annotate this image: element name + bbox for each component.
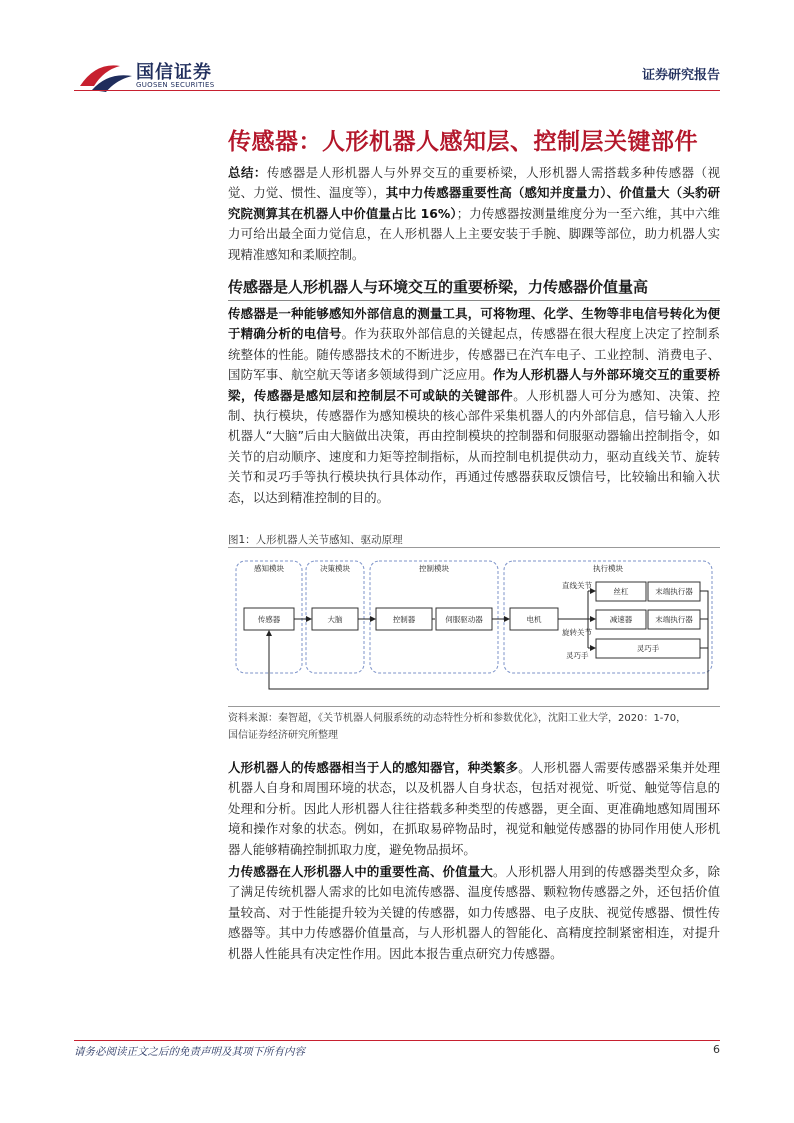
- body-paragraph-2: [228, 758, 720, 860]
- para1-text-b: 。作为获取外部信息的关键起点，传感器在很大程度上决定了控制系统整体的性能。随传感器技术的不断进步，传感器已在汽车电子、工业控制、消费电子、国防军事、航空航天等诸多领域得到广泛应用。: [228, 326, 721, 383]
- joint-sensing-diagram: [228, 551, 720, 701]
- summary-label: 总结：: [228, 165, 267, 180]
- linear-joint-label: 直线关节: [562, 581, 592, 590]
- decision-module-label: 决策模块: [320, 564, 350, 573]
- figure-source-line-1: 资料来源：秦智超，《关节机器人伺服系统的动态特性分析和参数优化》，沈阳工业大学，2020：1-70，: [228, 713, 687, 724]
- rotary-joint-label: 旋转关节: [562, 628, 592, 637]
- diagram-svg: [228, 551, 720, 701]
- report-type-label: 证券研究报告: [641, 68, 720, 83]
- control-module-label: 控制模块: [419, 564, 449, 573]
- figure-caption: 图1：人形机器人关节感知、驱动原理: [228, 534, 403, 546]
- para1-bold-a: 传感器是一种能够感知外部信息的测量工具，可将物理、化学、生物等非电信号转化为便于精确分析的电信号: [228, 306, 720, 342]
- page-number: 6: [713, 1043, 720, 1056]
- sensor-box-label: 传感器: [257, 615, 281, 624]
- end-actuator-label-2: 末端执行器: [655, 615, 693, 624]
- motor-box-label: 电机: [526, 615, 542, 624]
- perception-module-label: 感知模块: [254, 564, 284, 573]
- para1-text-d: 。人形机器人可分为感知、决策、控制、执行模块，传感器作为感知模块的核心部件采集机器人的内外部信息，信号输入人形机器人“大脑”后由大脑做出决策，再由控制模块的控制器和伺服驱动器输出控制指令，如关节的启动顺序、速度和力矩等控制指标，从而控制电机提供动力，驱动直线关节、旋转关节和灵巧手等执行模块执行具体动作，再通过传感器获取反馈信号，比较输出和输入状态，以达到精准控制的目的。: [228, 387, 721, 505]
- logo-text-en: GUOSEN SECURITIES: [136, 81, 215, 89]
- brain-box-label: 大脑: [327, 615, 343, 624]
- para3-bold-a: 力传感器在人形机器人中的重要性高、价值量大: [228, 864, 494, 879]
- para2-text-b: 。人形机器人需要传感器采集并处理机器人自身和周围环境的状态，以及机器人自身状态，包括对视觉、听觉、触觉等信息的处理和分析。因此人形机器人往往搭载多种类型的传感器，更全面、更准确地感知周围环境和操作对象的状态。例如，在抓取易碎物品时，视觉和触觉传感器的协同作用使人形机器人能够精确控制抓取力度，避免物品损坏。: [228, 760, 721, 857]
- header-divider: [74, 90, 720, 91]
- figure-source: [228, 710, 720, 744]
- lead-screw-box-label: 丝杠: [613, 587, 629, 596]
- para1-bold-c: 作为人形机器人与外部环境交互的重要桥梁，传感器是感知层和控制层不可或缺的关键部件: [228, 367, 720, 403]
- reducer-box-label: 减速器: [609, 615, 633, 624]
- footer-divider: [74, 1040, 720, 1041]
- summary-paragraph: [228, 163, 720, 265]
- section-divider: [228, 300, 720, 301]
- controller-box-label: 控制器: [392, 615, 416, 624]
- figure-source-line-2: 国信证券经济研究所整理: [228, 730, 338, 741]
- servo-box-label: 伺服驱动器: [445, 615, 483, 624]
- figure-bottom-rule: [228, 706, 720, 707]
- para2-bold-a: 人形机器人的传感器相当于人的感知器官，种类繁多: [228, 760, 519, 775]
- execution-module-label: 执行模块: [593, 564, 623, 573]
- logo-text-cn: 国信证券: [136, 62, 212, 83]
- hand-branch-label: 灵巧手: [566, 651, 589, 660]
- summary-text-c: ；力传感器按测量维度分为一至六维，其中六维力可给出最全面力觉信息，在人形机器人上主要安装于手腕、脚踝等部位，助力机器人实现精准感知和柔顺控制。: [228, 205, 721, 262]
- figure-top-rule: [228, 547, 720, 548]
- para3-text-b: 。人形机器人用到的传感器类型众多，除了满足传统机器人需求的比如电流传感器、温度传感器、颗粒物传感器之外，还包括价值量较高、对于性能提升较为关键的传感器，如力传感器、电子皮肤、视觉传感器、惯性传感器等。其中力传感器价值量高，与人形机器人的智能化、高精度控制紧密相连，对提升机器人性能具有决定性作用。因此本报告重点研究力传感器。: [228, 864, 720, 961]
- summary-bold-b: 其中力传感器重要性高（感知并度量力）、价值量大（头豹研究院测算其在机器人中价值量占比 16%）: [228, 185, 720, 221]
- page-title: 传感器：人形机器人感知层、控制层关键部件: [228, 129, 698, 155]
- end-actuator-label-1: 末端执行器: [655, 587, 693, 596]
- summary-text-a: 传感器是人形机器人与外界交互的重要桥梁，人形机器人需搭载多种传感器（视觉、力觉、惯性、温度等），: [228, 165, 721, 201]
- section-heading: 传感器是人形机器人与环境交互的重要桥梁，力传感器价值量高: [228, 278, 649, 296]
- body-paragraph-3: [228, 862, 720, 964]
- footer-disclaimer: 请务必阅读正文之后的免责声明及其项下所有内容: [74, 1046, 305, 1058]
- body-paragraph-1: [228, 304, 720, 508]
- dexterous-hand-box-label: 灵巧手: [636, 644, 660, 653]
